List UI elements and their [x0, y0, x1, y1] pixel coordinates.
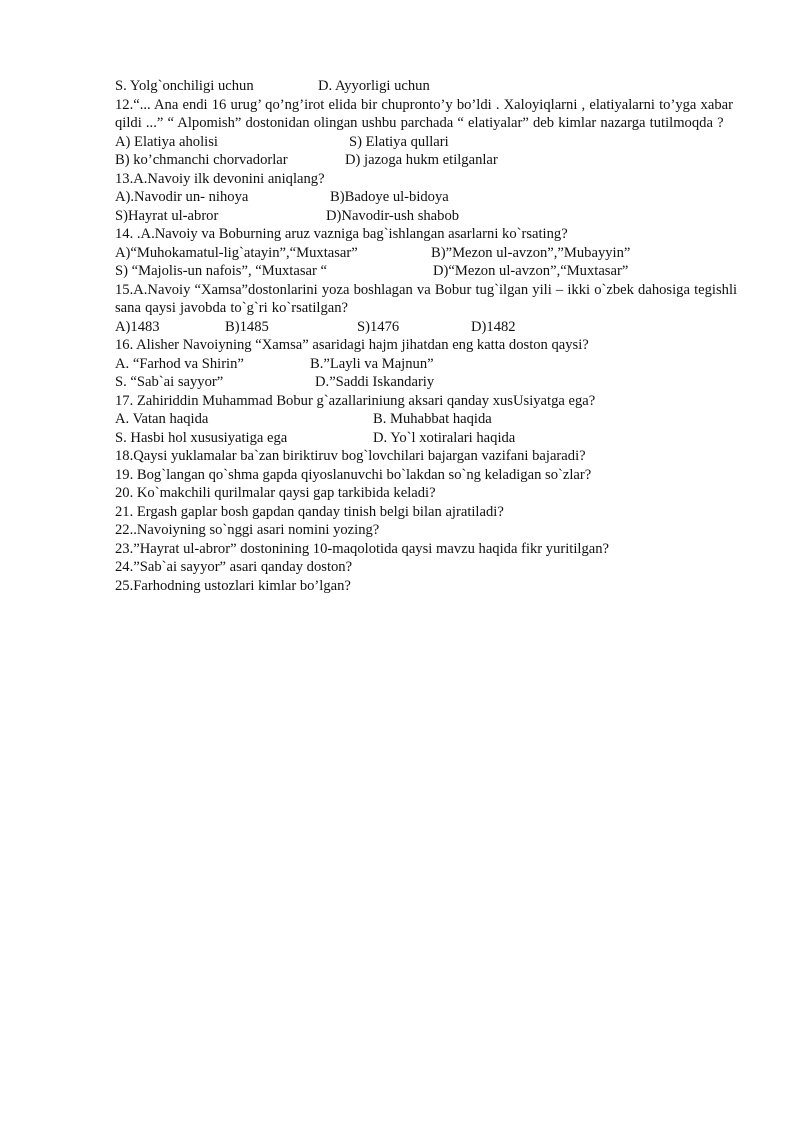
option-a: A) Elatiya aholisi: [115, 133, 218, 150]
option-b: B.”Layli va Majnun”: [310, 355, 434, 372]
answer-options-row: [115, 77, 755, 96]
option-a: A).Navodir un- nihoya: [115, 189, 249, 205]
question-23: 23.”Hayrat ul-abror” dostonining 10-maqolotida qaysi mavzu haqida fikr yuritilgan?: [115, 540, 610, 557]
question-22: 22..Navoiyning so`nggi asari nomini yozing?: [115, 522, 380, 538]
answer-options-row: [115, 429, 755, 448]
question-18: 18.Qaysi yuklamalar ba`zan biriktiruv bog`lovchilari bajargan vazifani bajaradi?: [115, 448, 586, 464]
question-15: 15.A.Navoiy “Xamsa”dostonlarini yoza boshlagan va Bobur tug`ilgan yili – ikki o`zbek dahosiga tegishli sana qaysi javobda to`g`ri ko`rsatilgan?: [115, 281, 738, 316]
answer-options-row: [115, 410, 755, 429]
option-s: S) Elatiya qullari: [349, 133, 449, 150]
answer-options-row: [115, 244, 755, 263]
option-b: B)”Mezon ul-avzon”,”Mubayyin”: [431, 244, 631, 261]
document-page: [115, 77, 755, 595]
question-20: 20. Ko`makchili qurilmalar qaysi gap tarkibida keladi?: [115, 485, 436, 501]
option-s: S. “Sab`ai sayyor”: [115, 374, 224, 390]
option-b: B)1485: [225, 318, 269, 335]
option-b: B) ko’chmanchi chorvadorlar: [115, 152, 288, 168]
option-d: D. Ayyorligi uchun: [318, 78, 430, 94]
option-d: D)“Mezon ul-avzon”,“Muxtasar”: [433, 263, 629, 279]
option-a: A)“Muhokamatul-lig`atayin”,“Muxtasar”: [115, 244, 358, 261]
option-d: D) jazoga hukm etilganlar: [345, 152, 498, 168]
question-12: 12.“... Ana endi 16 urug’ qo’ng’irot elida bir chupronto’y bo’ldi . Xaloyiqlarni , elatiyalarni to’yga xabar qildi ...” “ Alpomish” dostonidan olingan ushbu parchada “ elatiyalar” deb kimlar nazarga tutilmoqda ?: [115, 96, 733, 131]
option-a: A)1483: [115, 318, 160, 335]
option-s: S. Hasbi hol xususiyatiga ega: [115, 429, 288, 446]
answer-options-row: [115, 318, 755, 337]
question-17: 17. Zahiriddin Muhammad Bobur g`azallariniung aksari qanday xusUsiyatga ega?: [115, 392, 596, 409]
question-13: 13.A.Navoiy ilk devonini aniqlang?: [115, 170, 325, 187]
answer-options-row: [115, 133, 755, 152]
question-16: 16. Alisher Navoiyning “Xamsa” asaridagi hajm jihatdan eng katta doston qaysi?: [115, 337, 589, 353]
option-d: D.”Saddi Iskandariy: [315, 374, 435, 390]
question-25: 25.Farhodning ustozlari kimlar bo’lgan?: [115, 577, 351, 594]
option-a: A. “Farhod va Shirin”: [115, 355, 244, 372]
option-s: S. Yolg`onchiligi uchun: [115, 78, 254, 94]
answer-options-row: [115, 262, 755, 281]
question-19: 19. Bog`langan qo`shma gapda qiyoslanuvchi bo`lakdan so`ng keladigan so`zlar?: [115, 466, 592, 483]
option-b: B. Muhabbat haqida: [373, 411, 492, 427]
option-s: S)Hayrat ul-abror: [115, 207, 219, 224]
answer-options-row: [115, 207, 755, 226]
option-s: S)1476: [357, 318, 400, 335]
option-d: D. Yo`l xotiralari haqida: [373, 429, 516, 446]
option-d: D)Navodir-ush shabob: [326, 207, 460, 224]
question-21: 21. Ergash gaplar bosh gapdan qanday tinish belgi bilan ajratiladi?: [115, 503, 504, 520]
option-b: B)Badoye ul-bidoya: [330, 189, 449, 205]
question-14: 14. .A.Navoiy va Boburning aruz vazniga bag`ishlangan asarlarni ko`rsating?: [115, 226, 568, 242]
option-s: S) “Majolis-un nafois”, “Muxtasar “: [115, 263, 327, 279]
question-24: 24.”Sab`ai sayyor” asari qanday doston?: [115, 559, 353, 575]
answer-options-row: [115, 151, 755, 170]
option-d: D)1482: [471, 318, 516, 335]
answer-options-row: [115, 355, 755, 374]
option-a: A. Vatan haqida: [115, 411, 209, 427]
answer-options-row: [115, 373, 755, 392]
answer-options-row: [115, 188, 755, 207]
